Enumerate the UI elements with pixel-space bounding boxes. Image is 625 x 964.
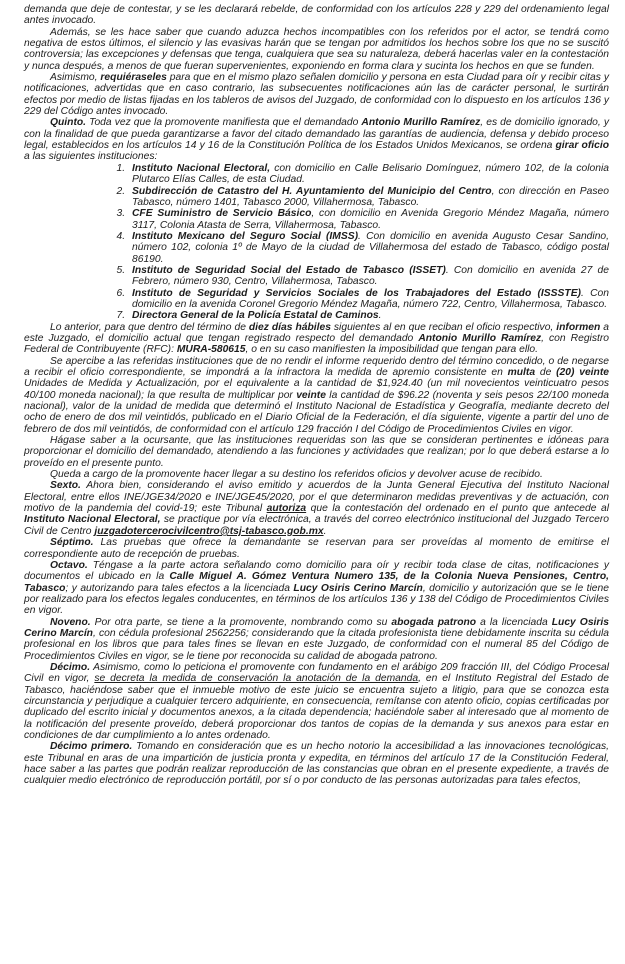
institution-item: 6. Instituto de Seguridad y Servicios Sociales de los Trabajadores del Estado (ISSSTE). Con domicilio en la avenida Coronel Gregorio Méndez Magaña, número 722, Centro, Villahermosa, Tabasco.	[128, 288, 609, 311]
paragraph-requerimiento: Asimismo, requiéraseles para que en el mismo plazo señalen domicilio y persona en esta Ciudad para oír y recibir citas y notificaciones, advertidas que en caso contrario, las subsecuentes notificaciones aún las de carácter personal, le surtirán efectos por medio de listas fijadas en los tableros de avisos del Juzgado, de conformidad con lo dispuesto en los artículos 136 y 229 del Código antes invocado.	[24, 72, 609, 118]
paragraph-septimo: Séptimo. Las pruebas que ofrece la demandante se reservan para ser proveídas al momento de emitirse el correspondiente auto de recepción de pruebas.	[24, 537, 609, 560]
institution-item: 3. CFE Suministro de Servicio Básico, con domicilio en Avenida Gregorio Méndez Magaña, número 3117, Colonia Atasta de Serra, Villahermosa, Tabasco.	[128, 208, 609, 231]
institution-item: 7. Directora General de la Policía Estatal de Caminos.	[128, 310, 609, 321]
section-title-quinto: Quinto.	[50, 117, 87, 129]
email-address: juzgadotercerocivilcentro@tsj-tabasco.gob.mx	[94, 525, 324, 537]
institution-item: 1. Instituto Nacional Electoral, con domicilio en Calle Belisario Domínguez, número 102, de la colonia Plutarco Elías Calles, de esta Ciudad.	[128, 163, 609, 186]
paragraph-apercibimiento: Se apercibe a las referidas instituciones que de no rendir el informe requerido dentro del término concedido, o de negarse a recibir el oficio correspondiente, se impondrá a la infractora la medida de apremio consistente en multa de (20) veinte Unidades de Medida y Actualización, por el equivalente a la cantidad de $1,924.40 (un mil novecientos veinticuatro pesos 40/100 moneda nacional); la que resulta de multiplicar por veinte la cantidad de $96.22 (noventa y seis pesos 22/100 moneda nacional), valor de la unidad de medida que determinó el Instituto Nacional de Estadística y Geografía, mediante decreto del ocho de enero de dos mil veintidós, publicado en el Diario Oficial de la Federación, el día siguiente, vigente a partir del uno de febrero de dos mil veintidós, de conformidad con el artículo 129 fracción I del Código de Procedimientos Civiles en vigor.	[24, 355, 609, 435]
paragraph-informe: Lo anterior, para que dentro del término de diez días hábiles siguientes al en que reciban el oficio respectivo, informen a este Juzgado, el domicilio actual que tengan registrado respecto del demandado Antonio Murillo Ramírez, con Registro Federal de Contribuyente (RFC): MURA-580615, o en su caso manifiesten la imposibilidad que tengan para ello.	[24, 321, 610, 356]
section-title-sexto: Sexto.	[50, 480, 81, 492]
section-title-decimo: Décimo.	[50, 661, 91, 673]
paragraph-acuse: Queda a cargo de la promovente hacer llegar a su destino los referidos oficios y devolver acuse de recibido.	[50, 469, 543, 481]
paragraph-quinto: Quinto. Toda vez que la promovente manifiesta que el demandado Antonio Murillo Ramírez, es de domicilio ignorado, y con la finalidad de que pueda garantizarse a favor del citado demandado las garantías de audiencia, defensa y debido proceso legal, establecidos en los artículos 14 y 16 de la Constitución Política de los Estados Unidos Mexicanos, se ordena girar oficio a las siguientes instituciones:	[24, 117, 609, 163]
institution-item: 4. Instituto Mexicano del Seguro Social (IMSS). Con domicilio en avenida Augusto Cesar Sandino, número 102, colonia 1º de Mayo de la ciudad de Villahermosa del estado de Tabasco, código postal 86190.	[128, 231, 609, 265]
section-title-decimo-primero: Décimo primero.	[50, 741, 133, 753]
paragraph-octavo: Octavo. Téngase a la parte actora señalando como domicilio para oír y recibir toda clase de citas, notificaciones y documentos el ubicado en la Calle Miguel A. Gómez Ventura Numero 135, de la Colonia Nueva Pensiones, Centro, Tabasco; y autorizando para tales efectos a la licenciada Lucy Osiris Cerino Marcín, domicilio y autorización que se le tiene por realizado para los efectos legales conducentes, en términos de los artículos 136 y 138 del Código de Procedimientos Civiles en vigor.	[24, 559, 610, 617]
paragraph-hechos: Además, se les hace saber que cuando aduzca hechos incompatibles con los referidos por el actor, se tendrá como negativa de estos últimos, el silencio y las evasivas harán que se tengan por admitidos los hechos sobre los que no se suscitó controversia; las excepciones y defensas que tenga, cualquiera que sea su naturaleza, deberá hacerlas valer en la contestación y nunca después, a menos de que fueran supervenientes, exponiendo en forma clara y sucinta los hechos en que se funden.	[24, 26, 609, 72]
section-title-septimo: Séptimo.	[50, 537, 94, 549]
section-title-octavo: Octavo.	[50, 559, 88, 571]
section-title-noveno: Noveno.	[50, 616, 91, 628]
paragraph-noveno: Noveno. Por otra parte, se tiene a la promovente, nombrando como su abogada patrono a la licenciada Lucy Osiris Cerino Marcín, con cédula profesional 2562256; considerando que la citada profesionista tiene debidamente inscrita su cédula profesional en los libros que para tales fines se llevan en este Juzgado, de conformidad con el numeral 85 del Código de Procedimientos Civiles en vigor, se le tiene por reconocida su calidad de abogada patrono.	[24, 616, 610, 662]
institution-item: 5. Instituto de Seguridad Social del Estado de Tabasco (ISSET). Con domicilio en avenida 27 de Febrero, número 930, Centro, Villahermosa, Tabasco.	[128, 265, 609, 288]
institutions-list	[24, 163, 609, 322]
paragraph-continuation: demanda que deje de contestar, y se les declarará rebelde, de conformidad con los artículos 228 y 229 del ordenamiento legal antes invocado.	[24, 4, 609, 27]
paragraph-decimo-primero: Décimo primero. Tomando en consideración que es un hecho notorio la accesibilidad a las innovaciones tecnológicas, este Tribunal en aras de una impartición de justicia pronta y expedita, en términos del artículo 17 de la Constitución Federal, hace saber a las partes que podrán realizar reproducción de las constancias que obran en el presente expediente, a través de cualquier medio electrónico de reproducción portátil, por sí o por conducto de las personas autorizadas para tales efectos,	[24, 741, 609, 787]
paragraph-hagase-saber: Hágase saber a la ocursante, que las instituciones requeridas son las que se consideran pertinentes e idóneas para proporcionar el domicilio del demandado, atendiendo a las funciones y actividades que realizan; por lo que deberá estarse a lo proveído en el presente punto.	[24, 435, 609, 469]
institution-item: 2. Subdirección de Catastro del H. Ayuntamiento del Municipio del Centro, con dirección en Paseo Tabasco, número 1401, Tabasco 2000, Villahermosa, Tabasco.	[128, 186, 609, 209]
paragraph-decimo: Décimo. Asimismo, como lo peticiona el promovente con fundamento en el arábigo 209 fracción III, del Código Procesal Civil en vigor, se decreta la medida de conservación la anotación de la demanda, en el Instituto Registral del Estado de Tabasco, haciéndose saber que el inmueble motivo de este juicio se encuentra sujeto a litigio, para que se conozca esta circunstancia y perjudique a cualquier tercero adquiriente, en consecuencia, remítanse con atento oficio, copias certificadas por duplicado del escrito inicial y documentos anexos, a la citada dependencia; haciéndole saber al interesado que al momento de la notificación del presente proveído, deberá proporcionar dos tantos de copias de la demanda y sus anexos para estar en condiciones de dar cumplimiento a lo antes ordenado.	[24, 661, 609, 741]
paragraph-sexto: Sexto. Ahora bien, considerando el aviso emitido y acuerdos de la Junta General Ejecutiva del Instituto Nacional Electoral, entre ellos INE/JGE34/2020 e INE/JGE45/2020, por el que determinaron medidas preventivas y de actuación, con motivo de la pandemia del covid-19; este Tribunal autoriza que la contestación del ordenado en el punto que antecede al Instituto Nacional Electoral, se practique por vía electrónica, a través del correo electrónico institucional del Juzgado Tercero Civil de Centro juzgadotercerocivilcentro@tsj-tabasco.gob.mx.	[24, 480, 609, 537]
